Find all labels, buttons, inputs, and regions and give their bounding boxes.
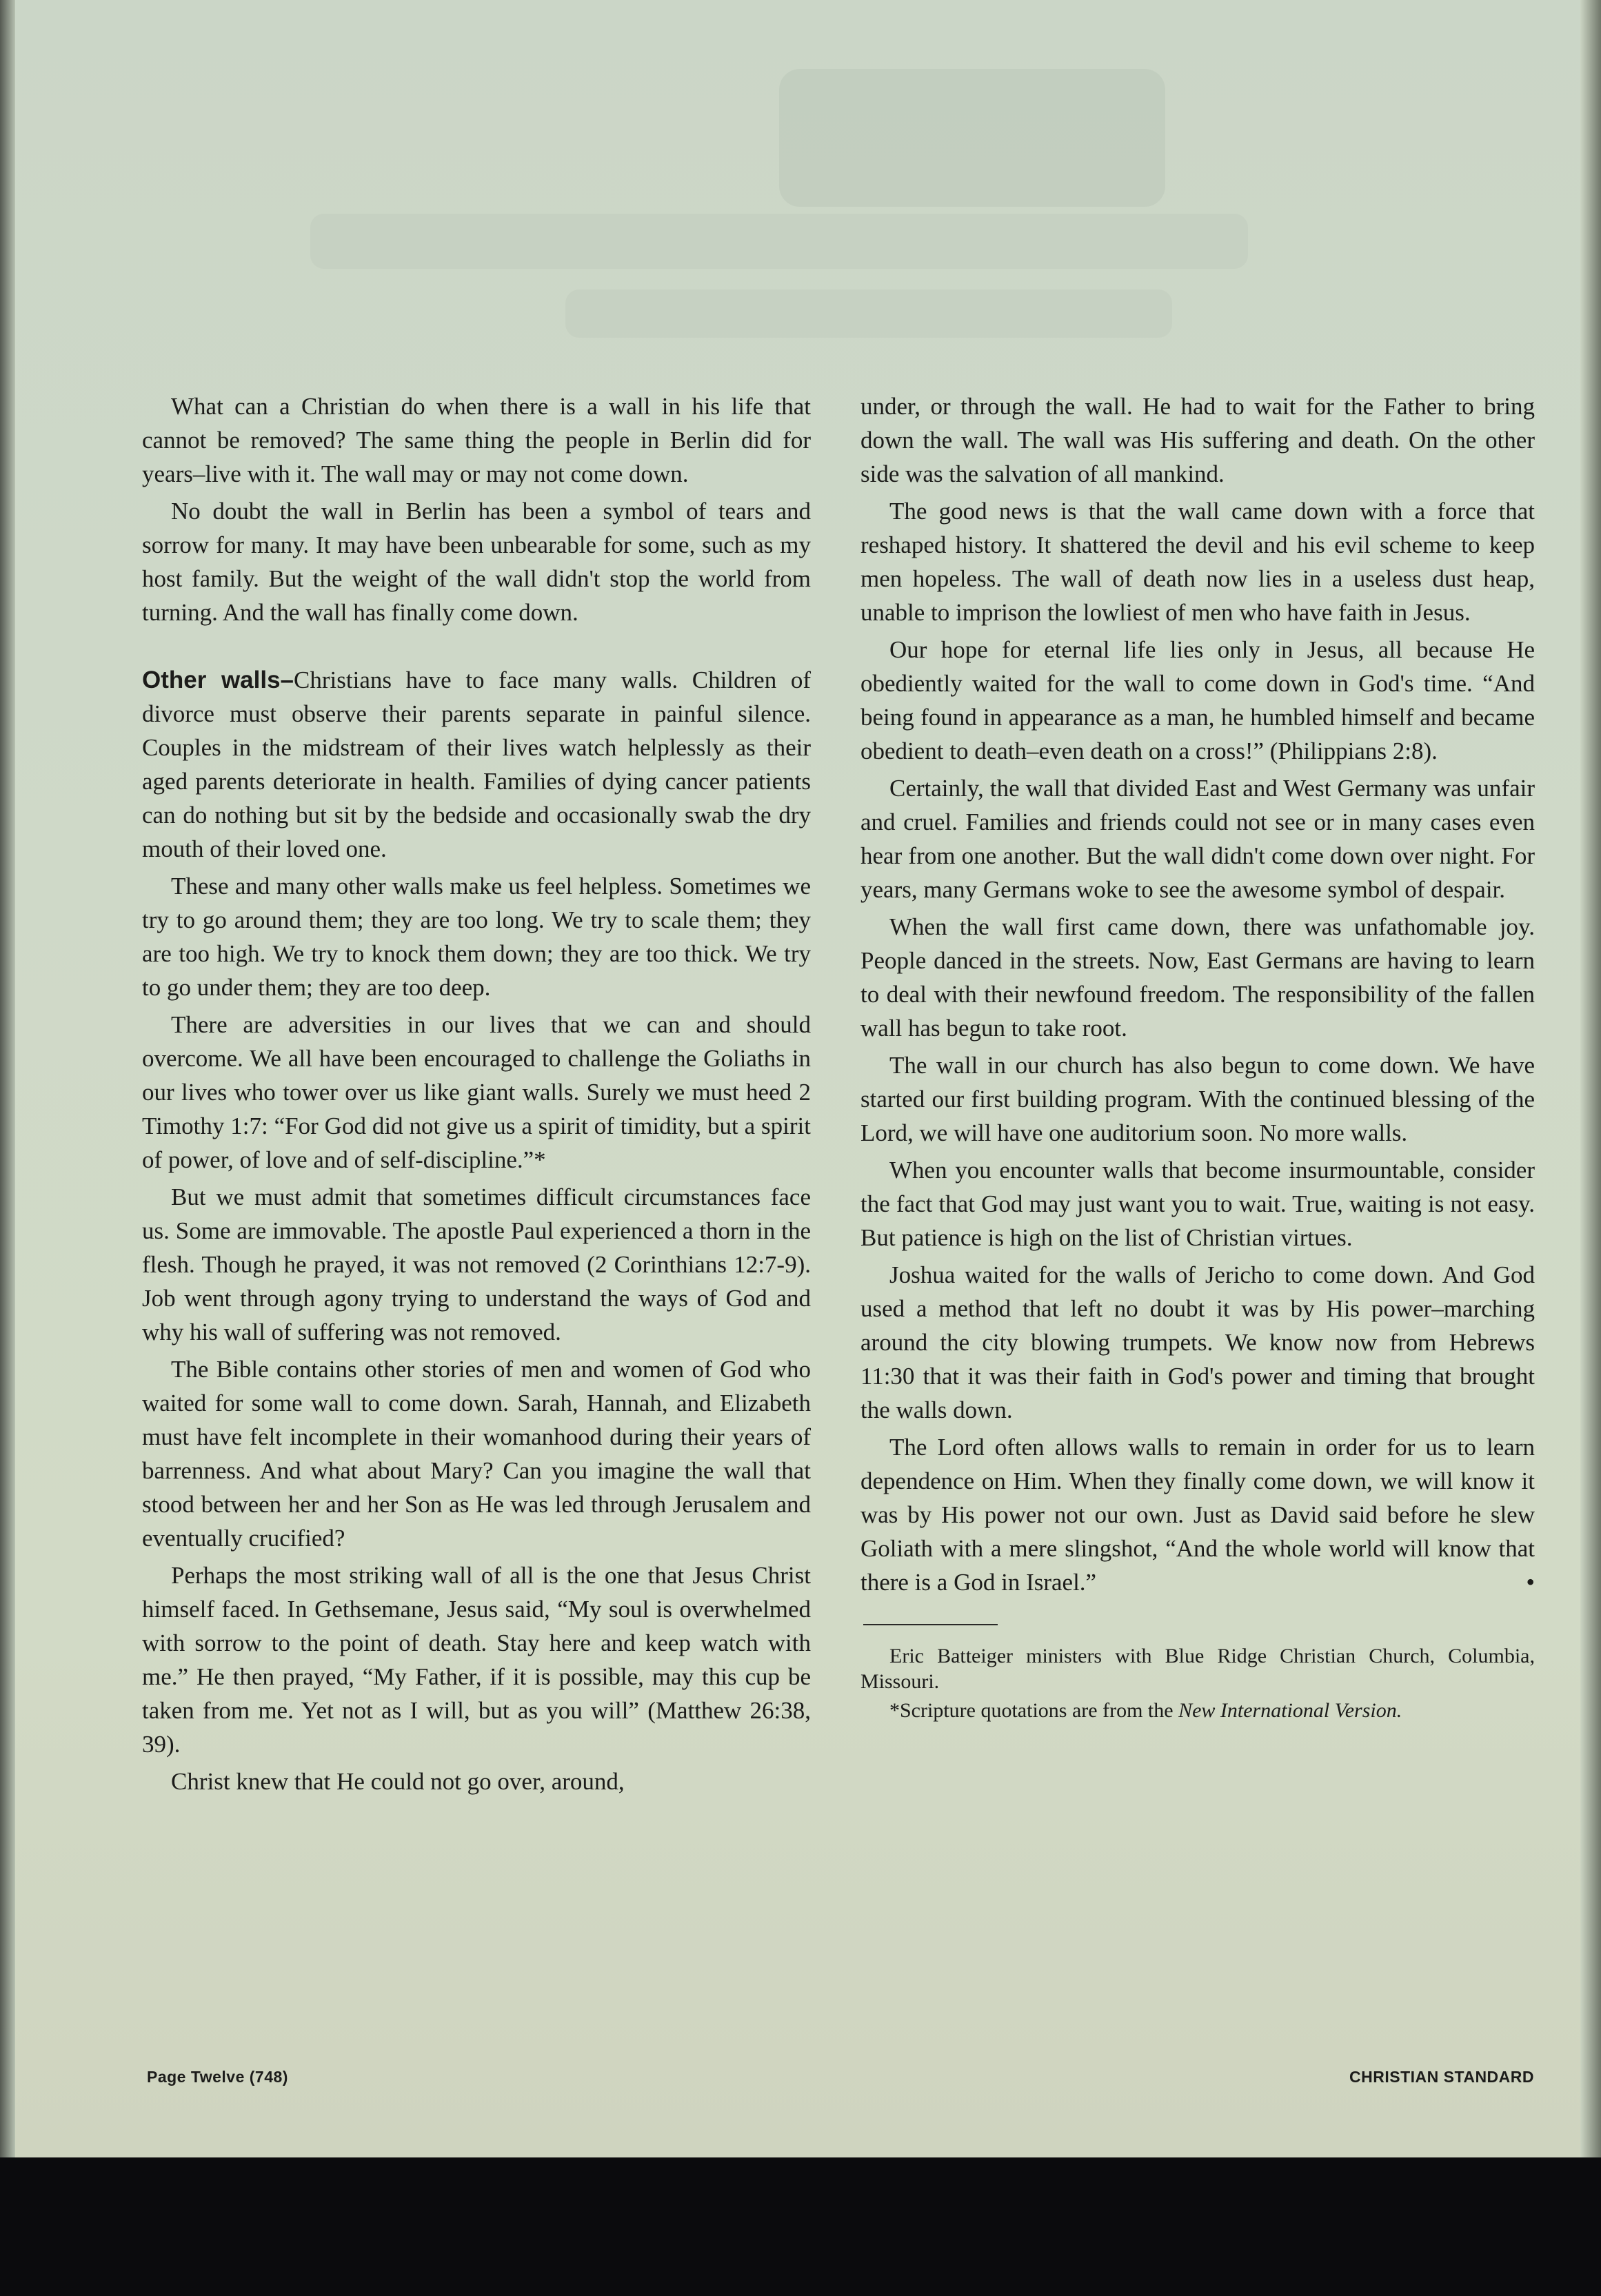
footnotes (860, 1643, 1535, 1723)
left-column (142, 389, 811, 1798)
subhead-other-walls: Other walls– (142, 667, 294, 693)
ghost-shape (779, 69, 1165, 207)
paragraph: Our hope for eternal life lies only in Jesus, all because He obediently waited for the wall to come down in God's time. “And being found in appearance as a man, he humbled himself and became obedient to death–even death on a cross!” (Philippians 2:8). (860, 636, 1535, 764)
paragraph: When you encounter walls that become insurmountable, consider the fact that God may just want you to wait. True, waiting is not easy. But patience is high on the list of Christian virtues. (860, 1157, 1535, 1251)
paragraph-with-subhead (142, 663, 811, 866)
paragraph: Perhaps the most striking wall of all is the one that Jesus Christ himself faced. In Gethsemane, Jesus said, “My soul is overwhelmed with sorrow to the point of death. Stay here and keep watch with me.” He then prayed, “My Father, if it is possible, may this cup be taken from me. Yet not as I will, but as you will” (Matthew 26:38, 39). (142, 1562, 811, 1758)
paragraph: Certainly, the wall that divided East and West Germany was unfair and cruel. Families and friends could not see or in many cases even hear from one another. But the wall didn't come down over night. For years, many Germans woke to see the awesome symbol of despair. (860, 775, 1535, 903)
scripture-note-text: *Scripture quotations are from the (889, 1699, 1179, 1722)
paragraph: These and many other walls make us feel helpless. Sometimes we try to go around them; they are too long. We try to scale them; they are too high. We try to knock them down; they are too thick. We try to go under them; they are too deep. (142, 873, 811, 1001)
paragraph: No doubt the wall in Berlin has been a symbol of tears and sorrow for many. It may have been unbearable for some, such as my host family. But the weight of the wall didn't stop the world from turning. And the wall has finally come down. (142, 498, 811, 626)
right-column (860, 389, 1535, 1723)
paragraph-final (860, 1430, 1535, 1599)
end-of-article-mark: • (1526, 1568, 1535, 1596)
scripture-note (860, 1698, 1535, 1723)
ghost-shape (310, 214, 1248, 269)
paragraph: What can a Christian do when there is a wall in his life that cannot be removed? The same thing the people in Berlin did for years–live with it. The wall may or may not come down. (142, 393, 811, 487)
show-through-title-ghost (0, 28, 1601, 358)
paragraph: Christ knew that He could not go over, around, (171, 1768, 625, 1795)
paragraph-text: Christians have to face many walls. Children of divorce must observe their parents separate in painful silence. Couples in the midstream of their lives watch helplessly as their aged parents deteriorate in health. Families of dying cancer patients can do nothing but sit by the bedside and occasionally swab the dry mouth of their loved one. (142, 667, 812, 862)
paragraph: There are adversities in our lives that we can and should overcome. We all have been encouraged to challenge the Goliaths in our lives who tower over us like giant walls. Surely we must heed 2 Timothy 1:7: “For God did not give us a spirit of timidity, but a spirit of power, of love and of self-discipline.”* (142, 1011, 811, 1173)
ghost-shape (565, 289, 1172, 338)
paragraph: The Bible contains other stories of men and women of God who waited for some wall to come down. Sarah, Hannah, and Elizabeth must have felt incomplete in their womanhood during their years of barrenness. And what about Mary? Can you imagine the wall that stood between her and her Son as He was led through Jerusalem and eventually crucified? (142, 1356, 811, 1552)
scripture-version: New International Version. (1178, 1699, 1402, 1722)
footnote-rule (863, 1624, 998, 1625)
author-bio: Eric Batteiger ministers with Blue Ridge Christian Church, Columbia, Missouri. (860, 1645, 1535, 1693)
paragraph: The wall in our church has also begun to come down. We have started our first building program. With the continued blessing of the Lord, we will have one auditorium soon. No more walls. (860, 1052, 1535, 1146)
paragraph-text: The Lord often allows walls to remain in order for us to learn dependence on Him. When they finally come down, we will know it was by His power not our own. Just as David said before he slew Goliath with a mere slingshot, “And the whole world will know that there is a God in Israel.” (860, 1434, 1535, 1596)
paragraph: under, or through the wall. He had to wait for the Father to bring down the wall. The wall was His suffering and death. On the other side was the salvation of all mankind. (860, 393, 1535, 487)
paragraph: But we must admit that sometimes difficult circumstances face us. Some are immovable. The apostle Paul experienced a thorn in the flesh. Though he prayed, it was not removed (2 Corinthians 12:7-9). Job went through agony trying to understand the ways of God and why his wall of suffering was not removed. (142, 1183, 811, 1345)
publication-footer: CHRISTIAN STANDARD (1349, 2068, 1534, 2086)
paragraph: The good news is that the wall came down with a force that reshaped history. It shattered the devil and his evil scheme to keep men hopeless. The wall of death now lies in a useless dust heap, unable to imprison the lowliest of men who have faith in Jesus. (860, 498, 1535, 626)
paragraph: Joshua waited for the walls of Jericho to come down. And God used a method that left no doubt it was by His power–marching around the city blowing trumpets. We know now from Hebrews 11:30 that it was their faith in God's power and timing that brought the walls down. (860, 1261, 1535, 1423)
page-number-footer: Page Twelve (748) (147, 2068, 288, 2086)
paragraph: When the wall first came down, there was unfathomable joy. People danced in the streets. Now, East Germans are having to learn to deal with their newfound freedom. The responsibility of the fallen wall has begun to take root. (860, 913, 1535, 1042)
